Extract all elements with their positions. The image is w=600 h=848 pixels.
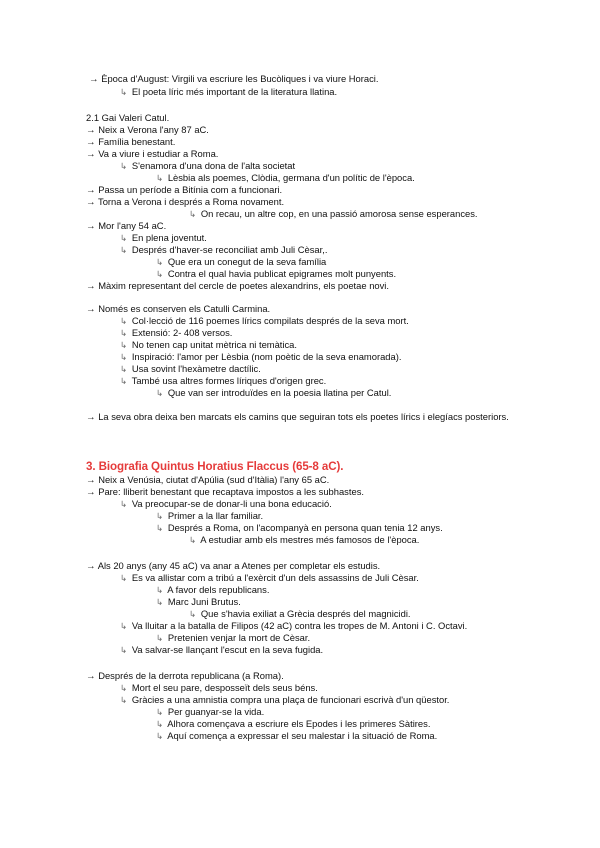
sub-arrow-icon: ↳: [156, 173, 164, 183]
catullus-hexameter: ↳ Usa sovint l'hexàmetre dactílic.: [120, 363, 261, 374]
sub-arrow-icon: ↳: [156, 388, 164, 398]
sub-arrow-icon: ↳: [156, 269, 164, 279]
horace-father: → Pare: lliberit benestant que recaptava impostos a les subhastes.: [86, 486, 364, 498]
sub-arrow-icon: ↳: [120, 376, 128, 386]
sub-arrow-icon: ↳: [120, 87, 128, 97]
sub-arrow-icon: ↳: [156, 257, 164, 267]
sub-arrow-icon: ↳: [156, 707, 164, 717]
catullus-bithynia: → Passa un període a Bitínia com a funcionari.: [86, 184, 283, 196]
catullus-family: → Família benestant.: [86, 136, 176, 148]
catullus-collection: ↳ Col·lecció de 116 poemes lírics compilats després de la seva mort.: [120, 315, 409, 326]
sub-arrow-icon: ↳: [120, 340, 128, 350]
horace-living: ↳ Per guanyar-se la vida.: [156, 706, 265, 717]
sub-arrow-icon: ↳: [156, 511, 164, 521]
sub-arrow-icon: ↳: [120, 573, 128, 583]
arrow-icon: →: [86, 475, 96, 486]
catullus-relapse: ↳ On recau, un altre cop, en una passió amorosa sense esperances.: [189, 208, 478, 219]
horace-education: ↳ Va preocupar-se de donar-li una bona educació.: [120, 498, 332, 509]
sub-arrow-icon: ↳: [189, 209, 197, 219]
catullus-carmina: → Només es conserven els Catulli Carmina.: [86, 303, 271, 315]
arrow-icon: →: [86, 197, 96, 208]
catullus-love: ↳ S'enamora d'una dona de l'alta societat: [120, 160, 296, 171]
horace-philippi: ↳ Va lluitar a la batalla de Filipos (42 aC) contra les tropes de M. Antoni i C. Octavi.: [120, 620, 468, 631]
catullus-death: → Mor l'any 54 aC.: [86, 220, 167, 232]
catullus-introduced: ↳ Que van ser introduïdes en la poesia llatina per Catul.: [156, 387, 392, 398]
arrow-icon: →: [89, 74, 99, 85]
catullus-forms: ↳ També usa altres formes líriques d'origen grec.: [120, 375, 327, 386]
horace-athens: → Als 20 anys (any 45 aC) va anar a Atenes per completar els estudis.: [86, 560, 381, 572]
augustus-line: → Època d'August: Virgili va escriure les Bucòliques i va viure Horaci.: [89, 73, 379, 85]
arrow-icon: →: [86, 671, 96, 682]
sub-arrow-icon: ↳: [120, 683, 128, 693]
horace-first-home: ↳ Primer a la llar familiar.: [156, 510, 264, 521]
horace-amnesty: ↳ Gràcies a una amnistia compra una plaça de funcionari escrivà d'un qüestor.: [120, 694, 450, 705]
arrow-icon: →: [86, 125, 96, 136]
catullus-enemy: ↳ Que era un conegut de la seva família: [156, 256, 327, 267]
horace-father-dead: ↳ Mort el seu pare, desposseït dels seus béns.: [120, 682, 318, 693]
horace-brutus: ↳ Marc Juni Brutus.: [156, 596, 241, 607]
lyric-line: ↳ El poeta líric més important de la literatura llatina.: [120, 86, 338, 97]
sub-arrow-icon: ↳: [120, 161, 128, 171]
horace-defeat: → Després de la derrota republicana (a Roma).: [86, 670, 284, 682]
catullus-legacy: → La seva obra deixa ben marcats els camins que seguiran tots els poetes lírics i elegíacs posteriors.: [86, 411, 509, 423]
horace-republicans: ↳ A favor dels republicans.: [156, 584, 270, 595]
sub-arrow-icon: ↳: [189, 609, 197, 619]
sub-arrow-icon: ↳: [156, 633, 164, 643]
horace-then-rome: ↳ Després a Roma, on l'acompanyà en persona quan tenia 12 anys.: [156, 522, 443, 533]
horace-tribune: ↳ Es va allistar com a tribú a l'exèrcit d'un dels assassins de Juli Cèsar.: [120, 572, 419, 583]
horace-malaise: ↳ Aquí comença a expressar el seu malestar i la situació de Roma.: [156, 730, 438, 741]
sub-arrow-icon: ↳: [120, 316, 128, 326]
catullus-poetae-novi: → Màxim representant del cercle de poetes alexandrins, els poetae novi.: [86, 280, 389, 292]
sub-arrow-icon: ↳: [120, 245, 128, 255]
arrow-icon: →: [86, 221, 96, 232]
catullus-title: 2.1 Gai Valeri Catul.: [86, 112, 170, 123]
sub-arrow-icon: ↳: [156, 719, 164, 729]
horace-masters: ↳ A estudiar amb els mestres més famosos de l'època.: [189, 534, 420, 545]
arrow-icon: →: [86, 561, 96, 572]
sub-arrow-icon: ↳: [120, 645, 128, 655]
catullus-epigrams: ↳ Contra el qual havia publicat epigrames molt punyents.: [156, 268, 397, 279]
horace-exile: ↳ Que s'havia exiliat a Grècia després del magnicidi.: [189, 608, 411, 619]
catullus-rome: → Va a viure i estudiar a Roma.: [86, 148, 219, 160]
horace-avenge: ↳ Pretenien venjar la mort de Cèsar.: [156, 632, 311, 643]
horace-born: → Neix a Venúsia, ciutat d'Apúlia (sud d'Itàlia) l'any 65 aC.: [86, 474, 330, 486]
catullus-reconciled: ↳ Després d'haver-se reconciliat amb Juli Cèsar,.: [120, 244, 328, 255]
horace-epodes: ↳ Alhora començava a escriure els Epodes i les primeres Sàtires.: [156, 718, 431, 729]
catullus-returns: → Torna a Verona i després a Roma novament.: [86, 196, 285, 208]
sub-arrow-icon: ↳: [120, 499, 128, 509]
arrow-icon: →: [86, 304, 96, 315]
sub-arrow-icon: ↳: [156, 731, 164, 741]
sub-arrow-icon: ↳: [120, 233, 128, 243]
sub-arrow-icon: ↳: [120, 328, 128, 338]
arrow-icon: →: [86, 412, 96, 423]
sub-arrow-icon: ↳: [156, 523, 164, 533]
catullus-inspiration: ↳ Inspiració: l'amor per Lèsbia (nom poètic de la seva enamorada).: [120, 351, 402, 362]
arrow-icon: →: [86, 149, 96, 160]
sub-arrow-icon: ↳: [120, 352, 128, 362]
arrow-icon: →: [86, 281, 96, 292]
sub-arrow-icon: ↳: [156, 585, 164, 595]
horace-heading: 3. Biografia Quintus Horatius Flaccus (65-8 aC).: [86, 460, 344, 473]
arrow-icon: →: [86, 137, 96, 148]
catullus-youth: ↳ En plena joventut.: [120, 232, 207, 243]
sub-arrow-icon: ↳: [120, 364, 128, 374]
sub-arrow-icon: ↳: [120, 621, 128, 631]
catullus-extent: ↳ Extensió: 2- 408 versos.: [120, 327, 233, 338]
sub-arrow-icon: ↳: [156, 597, 164, 607]
catullus-born: → Neix a Verona l'any 87 aC.: [86, 124, 209, 136]
sub-arrow-icon: ↳: [120, 695, 128, 705]
arrow-icon: →: [86, 487, 96, 498]
horace-shield: ↳ Va salvar-se llançant l'escut en la seva fugida.: [120, 644, 324, 655]
sub-arrow-icon: ↳: [189, 535, 197, 545]
catullus-lesbia: ↳ Lèsbia als poemes, Clòdia, germana d'un polític de l'època.: [156, 172, 415, 183]
catullus-unity: ↳ No tenen cap unitat mètrica ni temàtica.: [120, 339, 298, 350]
arrow-icon: →: [86, 185, 96, 196]
